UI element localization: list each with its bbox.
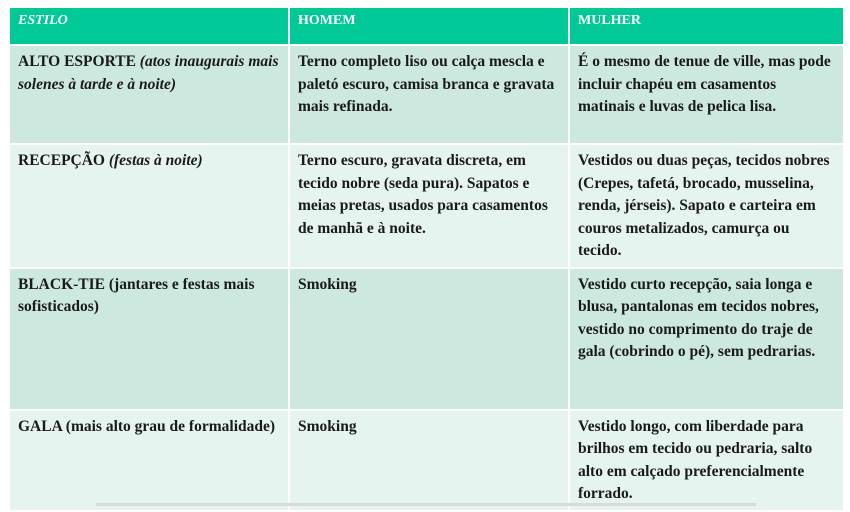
cell-estilo: BLACK-TIE (jantares e festas mais sofisticados): [9, 268, 289, 410]
estilo-name: ALTO ESPORTE: [18, 53, 140, 70]
cell-homem: Smoking: [289, 268, 569, 410]
bottom-divider: [96, 503, 756, 506]
estilo-note: (atos inaugurais mais solenes à tarde e à noite): [18, 53, 279, 93]
cell-mulher: É o mesmo de tenue de ville, mas pode incluir chapéu em casamentos matinais e luvas de pelica lisa.: [569, 45, 844, 144]
table-body: [9, 45, 844, 511]
table-row-recepcao: [9, 144, 844, 268]
cell-estilo: [9, 144, 289, 268]
etiquette-dress-table-container: [8, 6, 843, 512]
table-header: [9, 7, 844, 45]
table-row-alto-esporte: [9, 45, 844, 144]
cell-estilo: GALA (mais alto grau de formalidade): [9, 410, 289, 511]
estilo-note: (festas à noite): [108, 152, 203, 169]
header-homem: HOMEM: [289, 7, 569, 45]
table-row-black-tie: [9, 268, 844, 410]
cell-homem: Terno completo liso ou calça mescla e paletó escuro, camisa branca e gravata mais refinada.: [289, 45, 569, 144]
cell-mulher: Vestidos ou duas peças, tecidos nobres (Crepes, tafetá, brocado, musselina, renda, jérseis). Sapato e carteira em couros metalizados, camurça ou tecido.: [569, 144, 844, 268]
dress-code-table: [8, 6, 845, 512]
cell-mulher: Vestido longo, com liberdade para brilhos em tecido ou pedraria, salto alto em calçado preferencialmente forrado.: [569, 410, 844, 511]
header-mulher: MULHER: [569, 7, 844, 45]
cell-mulher: Vestido curto recepção, saia longa e blusa, pantalonas em tecidos nobres, vestido no comprimento do traje de gala (cobrindo o pé), sem pedrarias.: [569, 268, 844, 410]
cell-estilo: [9, 45, 289, 144]
cell-homem: Smoking: [289, 410, 569, 511]
header-row: [9, 7, 844, 45]
table-row-gala: [9, 410, 844, 511]
header-estilo: ESTILO: [9, 7, 289, 45]
cell-homem: Terno escuro, gravata discreta, em tecido nobre (seda pura). Sapatos e meias pretas, usados para casamentos de manhã e à noite.: [289, 144, 569, 268]
estilo-name: RECEPÇÃO: [18, 152, 109, 169]
